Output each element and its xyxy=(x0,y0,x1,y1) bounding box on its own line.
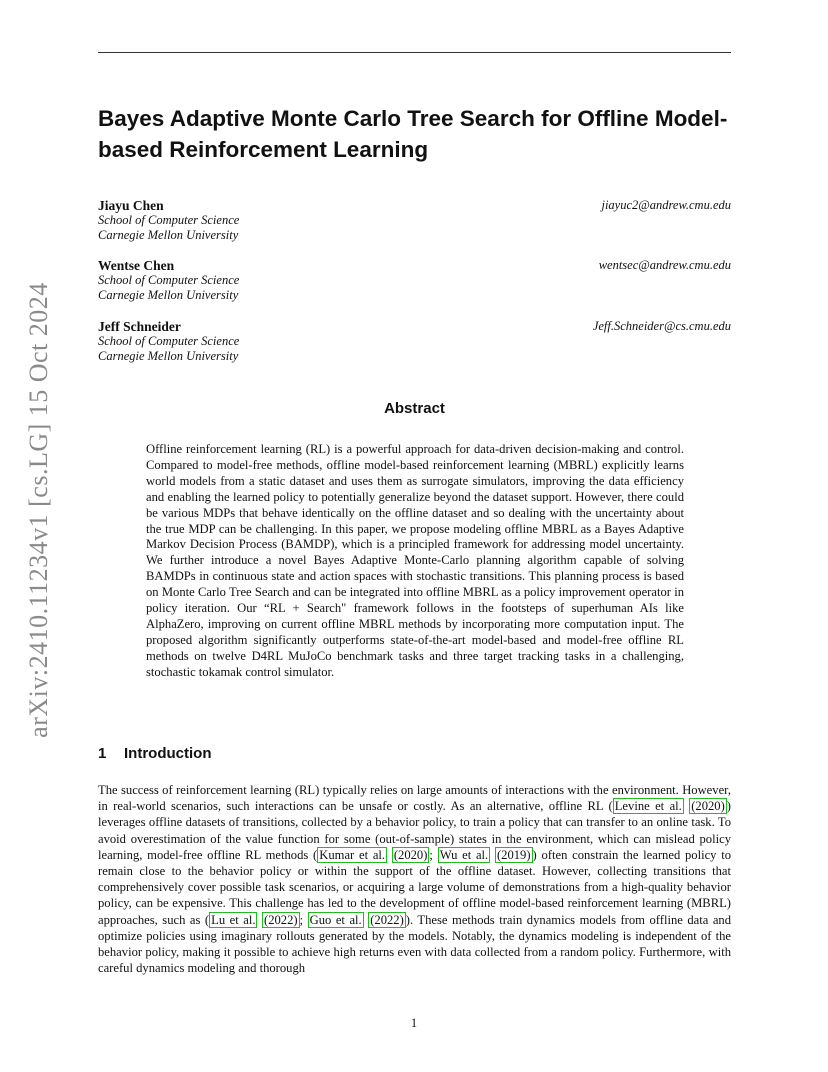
section-heading xyxy=(98,745,211,762)
intro-text: ) leverages offline datasets of transitions, collected by a behavior policy, to train a policy that can transfer to an online task. To avoid overestimation of the value function for some (out-of-sample) states in the environment, which can mislead policy learning, model-free offline RL methods ( xyxy=(98,799,731,862)
citation-link[interactable]: Wu et al. xyxy=(439,847,489,862)
author-department: School of Computer Science xyxy=(98,273,240,287)
intro-text: ). These methods train dynamics models from offline data and optimize policies using imaginary rollouts generated by the models. Notably, the dynamics modeling is independent of the behavior policy, making it possible to achieve high returns even with data collected from a random policy. Furthermore, with careful dynamics modeling and thorough xyxy=(98,912,732,976)
author-name: Jiayu Chen xyxy=(98,198,164,213)
citation-year-link[interactable]: (2020) xyxy=(691,799,725,814)
citation-link[interactable]: Guo et al. xyxy=(309,912,362,927)
arxiv-stamp-text: arXiv:2410.11234v1 [cs.LG] 15 Oct 2024 xyxy=(24,282,53,738)
paper-title: Bayes Adaptive Monte Carlo Tree Search for Offline Model-based Reinforcement Learning xyxy=(98,106,728,162)
intro-paragraph xyxy=(98,782,731,976)
author-email: Jeff.Schneider@cs.cmu.edu xyxy=(592,319,731,333)
citation-year-link[interactable]: (2022) xyxy=(370,912,404,927)
citation-separator: ; xyxy=(429,847,438,862)
citation-separator: ; xyxy=(299,912,308,927)
author-email: wentsec@andrew.cmu.edu xyxy=(598,258,731,272)
author-university: Carnegie Mellon University xyxy=(98,228,239,242)
section-title: Introduction xyxy=(124,745,212,762)
author-department: School of Computer Science xyxy=(98,334,240,348)
abstract-heading: Abstract xyxy=(384,400,445,417)
arxiv-stamp xyxy=(22,282,56,738)
author-block xyxy=(98,319,731,364)
author-email: jiayuc2@andrew.cmu.edu xyxy=(601,198,731,212)
section-number: 1 xyxy=(98,745,107,762)
citation-year-link[interactable]: (2022) xyxy=(264,912,298,927)
header-rule xyxy=(98,52,731,53)
citation-year-link[interactable]: (2019) xyxy=(496,847,531,862)
author-block xyxy=(98,198,731,243)
author-name: Jeff Schneider xyxy=(98,319,181,334)
intro-text: ) often constrain the learned policy to remain close to the behavior policy or within the support of the offline dataset. However, collecting transitions that comprehensively cover possible task scenarios, or acquiring a large volume of demonstrations from a high-quality behavior policy, can be expensive. This challenge has led to the development of offline model-based reinforcement learning (MBRL) approaches, such as ( xyxy=(98,847,732,927)
citation-link[interactable]: Levine et al. xyxy=(614,799,682,814)
citation-year-link[interactable]: (2020) xyxy=(393,847,428,862)
intro-text: The success of reinforcement learning (RL) typically relies on large amounts of interactions with the environment. However, in real-world scenarios, such interactions can be unsafe or costly. As an alternative, offline RL ( xyxy=(98,783,731,814)
citation-link[interactable]: Kumar et al. xyxy=(319,847,386,862)
abstract-text: Offline reinforcement learning (RL) is a powerful approach for data-driven decision-making and control. Compared to model-free methods, offline model-based reinforcement learning (MBRL) explicitly learns world models from a static dataset and uses them as surrogate simulators, improving the data efficiency and enabling the learned policy to potentially generalize beyond the dataset support. However, there could be various MDPs that behave identically on the offline dataset and so dealing with the uncertainty about the true MDP can be challenging. In this paper, we propose modeling offline MBRL as a Bayes Adaptive Markov Decision Process (BAMDP), which is a principled framework for addressing model uncertainty. We further introduce a novel Bayes Adaptive Monte-Carlo planning algorithm capable of solving BAMDPs in continuous state and action spaces with stochastic transitions. This planning process is based on Monte Carlo Tree Search and can be integrated into offline MBRL as a policy improvement operator in policy iteration. Our “RL + Search" framework follows in the footsteps of superhuman AIs like AlphaZero, improving on current offline MBRL methods by incorporating more computation input. The proposed algorithm significantly outperforms state-of-the-art model-based and model-free offline RL methods on twelve D4RL MuJoCo benchmark tasks and three target tracking tasks in a challenging, stochastic tokamak control simulator. xyxy=(146,442,684,679)
citation-link[interactable]: Lu et al. xyxy=(211,912,256,927)
author-name: Wentse Chen xyxy=(98,258,175,273)
page-number: 1 xyxy=(410,1016,418,1030)
author-department: School of Computer Science xyxy=(98,213,240,227)
author-university: Carnegie Mellon University xyxy=(98,288,239,302)
author-university: Carnegie Mellon University xyxy=(98,349,239,363)
author-block xyxy=(98,258,731,303)
